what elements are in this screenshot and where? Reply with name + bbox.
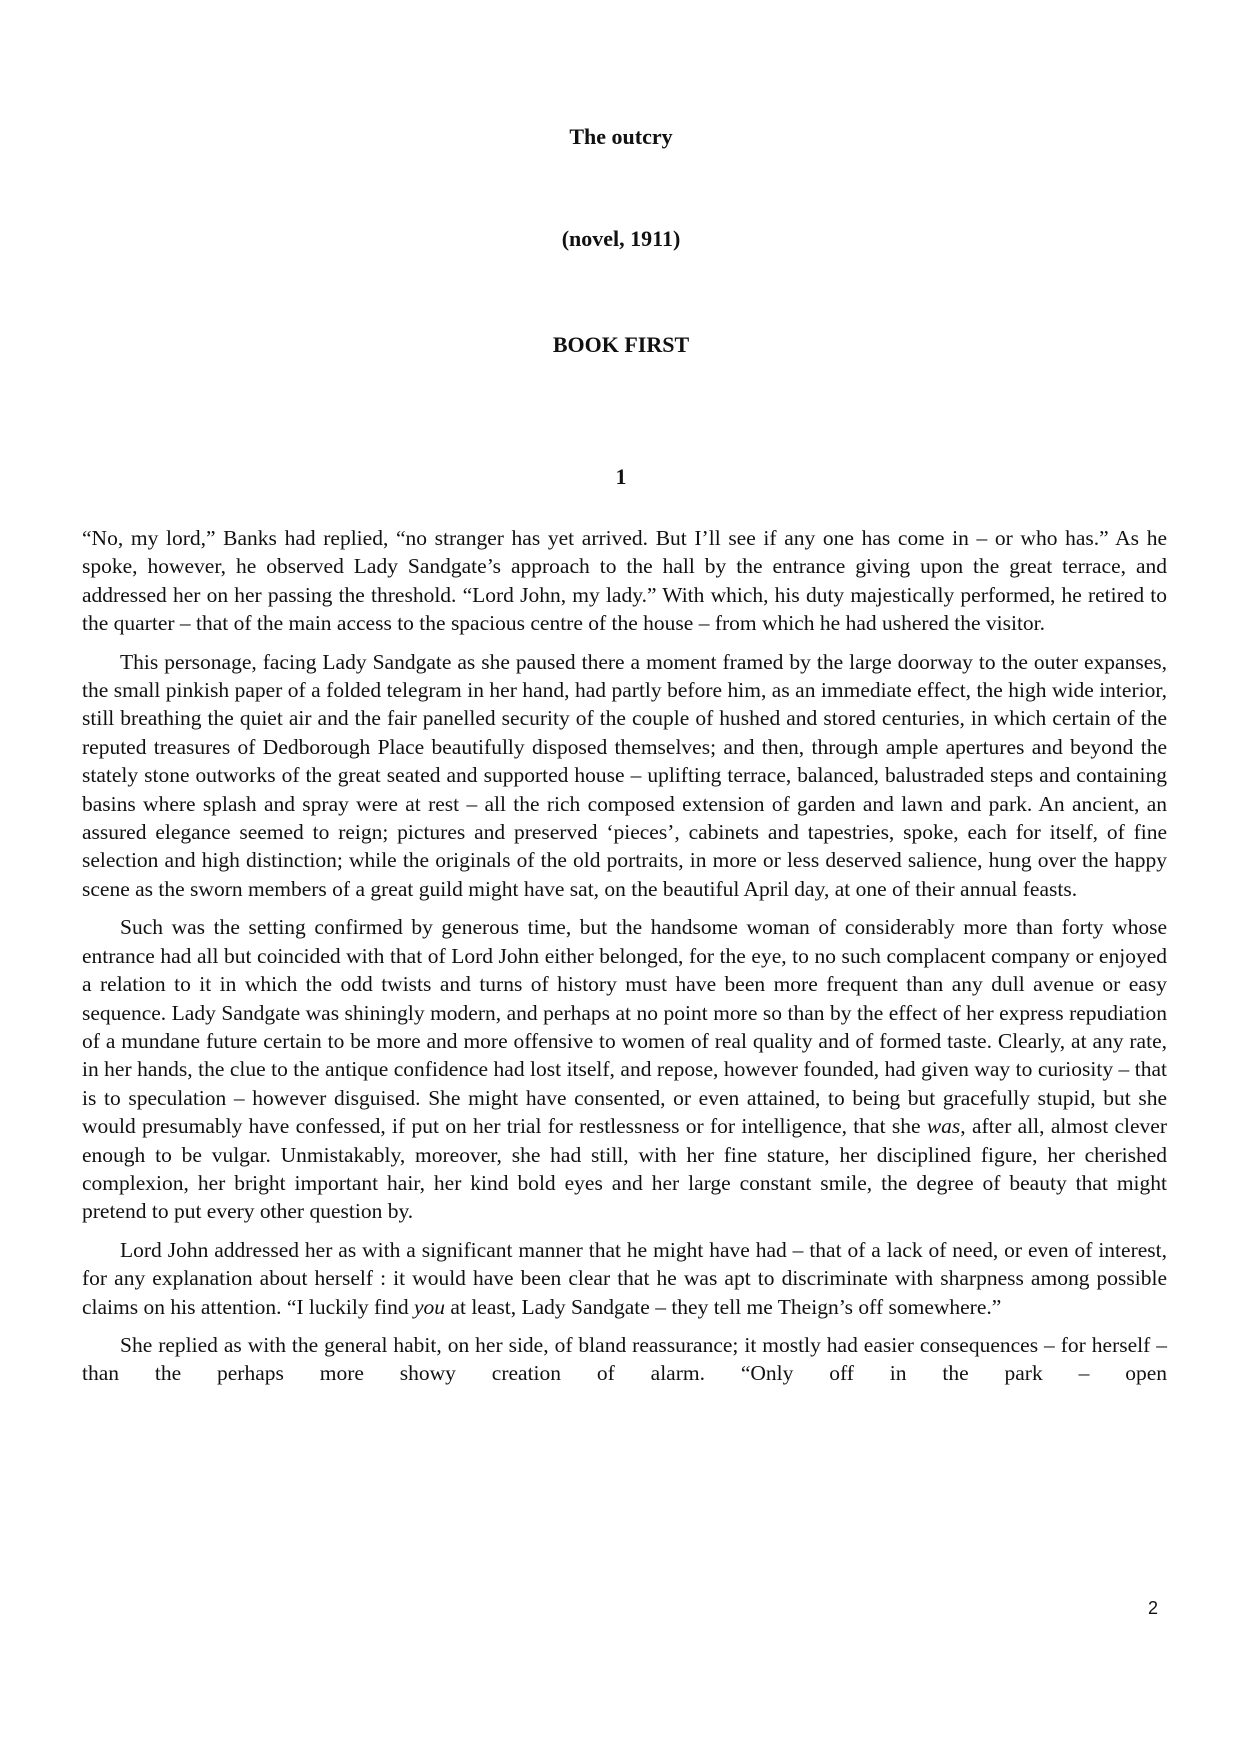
paragraph-text: Such was the setting confirmed by generous time, but the handsome woman of considerably more than forty whose entrance had all but coincided with that of Lord John either belonged, for the eye, to no such complacent company or enjoyed a relation to it in which the odd twists and turns of history must have been more frequent than any dull avenue or easy sequence. Lady Sandgate was shiningly modern, and perhaps at no point more so than by the effect of her express repudiation of a mundane future certain to be more and more offensive to women of real quality and of formed taste. Clearly, at any rate, in her hands, the clue to the antique confidence had lost itself, and repose, however founded, had given way to curiosity – that is to speculation – however disguised. She might have consented, or even attained, to being but gracefully stupid, but she would presumably have confessed, if put on her trial for restlessness or for intelligence, that she xyxy=(82,915,1167,1139)
document-subtitle: (novel, 1911) xyxy=(561,226,681,251)
body-text xyxy=(82,524,1167,1398)
book-heading: BOOK FIRST xyxy=(552,332,690,357)
paragraph xyxy=(82,913,1167,1225)
paragraph-text: at least, Lady Sandgate – they tell me Theign’s off somewhere.” xyxy=(445,1294,1002,1319)
paragraph xyxy=(82,648,1167,904)
paragraph-text: This personage, facing Lady Sandgate as she paused there a moment framed by the large doorway to the outer expanses, the small pinkish paper of a folded telegram in her hand, had partly before him, as an immediate effect, the high wide interior, still breathing the quiet air and the fair panelled security of the couple of hushed and stored centuries, in which certain of the reputed treasures of Dedborough Place beautifully disposed themselves; and then, through ample apertures and beyond the stately stone outworks of the great seated and supported house – uplifting terrace, balanced, balustraded steps and containing basins where splash and spray were at rest – all the rich composed extension of garden and lawn and park. An ancient, an assured elegance seemed to reign; pictures and preserved ‘pieces’, cabinets and tapestries, spoke, each for itself, of fine selection and high distinction; while the originals of the old portraits, in more or less deserved salience, hung over the happy scene as the sworn members of a great guild might have sat, on the beautiful April day, at one of their annual feasts. xyxy=(82,649,1167,901)
italic-text: was xyxy=(926,1114,961,1139)
paragraph xyxy=(82,1236,1167,1321)
paragraph-text: “No, my lord,” Banks had replied, “no stranger has yet arrived. But I’ll see if any one has come in – or who has.” As he spoke, however, he observed Lady Sandgate’s approach to the hall by the entrance giving upon the great terrace, and addressed her on her passing the threshold. “Lord John, my lady.” With which, his duty majestically performed, he retired to the quarter – that of the main access to the spacious centre of the house – from which he had ushered the visitor. xyxy=(82,526,1167,636)
italic-text: you xyxy=(414,1294,446,1319)
paragraph xyxy=(82,524,1167,638)
page-number: 2 xyxy=(1148,1598,1159,1618)
paragraph-text: Lord John addressed her as with a significant manner that he might have had – that of a lack of need, or even of interest, for any explanation about herself : it would have been clear that he was apt to discriminate with sharpness among possible claims on his attention. “I luckily find xyxy=(82,1237,1167,1319)
paragraph xyxy=(82,1331,1167,1388)
paragraph-text: She replied as with the general habit, on her side, of bland reassurance; it mostly had easier consequences – for herself – than the perhaps more showy creation of alarm. “Only off in the park – open xyxy=(82,1332,1167,1386)
paragraph-text: , after all, almost clever enough to be vulgar. Unmistakably, moreover, she had still, with her fine stature, her disciplined figure, her cherished complexion, her bright important hair, her kind bold eyes and her large constant smile, the degree of beauty that might pretend to put every other question by. xyxy=(82,1114,1167,1224)
document-title: The outcry xyxy=(569,124,673,149)
chapter-number: 1 xyxy=(615,464,627,489)
